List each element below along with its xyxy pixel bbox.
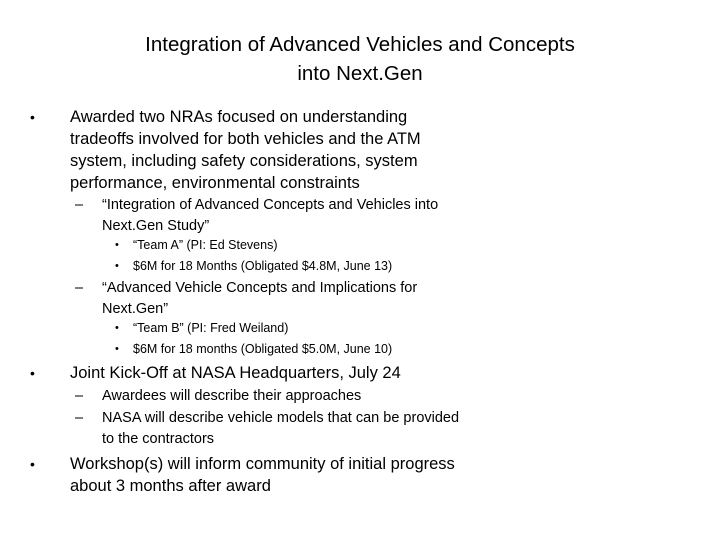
bullet-symbol: •	[30, 109, 35, 125]
sub-bullet-text-line: Next.Gen Study”	[102, 218, 210, 234]
sub-sub-bullet-text: $6M for 18 months (Obligated $5.0M, June 10)	[133, 342, 393, 356]
sub-bullet-symbol: •	[115, 322, 119, 334]
sub-bullet-text-line: “Integration of Advanced Concepts and Vehicles into	[102, 197, 439, 213]
sub-sub-bullet-item	[115, 339, 393, 359]
sub-sub-bullet-text: “Team A” (PI: Ed Stevens)	[133, 238, 278, 252]
sub-bullet-symbol: •	[115, 343, 119, 355]
sub-sub-bullet-text: $6M for 18 Months (Obligated $4.8M, June 13)	[133, 259, 393, 273]
sub-sub-bullet-item	[115, 318, 289, 338]
sub-bullet-item	[75, 195, 439, 237]
sub-bullet-text-line: “Advanced Vehicle Concepts and Implications for	[102, 280, 418, 296]
bullet-text-line: Joint Kick-Off at NASA Headquarters, July 24	[70, 364, 401, 382]
bullet-item	[30, 362, 401, 384]
sub-bullet-item	[75, 278, 418, 320]
bullet-text-line: Awarded two NRAs focused on understanding	[70, 108, 408, 126]
bullet-symbol: •	[30, 456, 35, 472]
sub-sub-bullet-text: “Team B” (PI: Fred Weiland)	[133, 321, 289, 335]
title-line: into Next.Gen	[297, 62, 423, 85]
bullet-symbol: •	[30, 365, 35, 381]
sub-bullet-text-line: NASA will describe vehicle models that can be provided	[102, 410, 460, 426]
sub-bullet-text-line: Next.Gen”	[102, 301, 169, 317]
bullet-text-line: tradeoffs involved for both vehicles and the ATM	[70, 130, 421, 148]
sub-sub-bullet-item	[115, 235, 278, 255]
sub-bullet-symbol: •	[115, 239, 119, 251]
title-line: Integration of Advanced Vehicles and Concepts	[145, 33, 575, 56]
sub-sub-bullet-item	[115, 256, 393, 276]
sub-bullet-text-line: to the contractors	[102, 431, 215, 447]
dash-symbol: –	[75, 410, 84, 426]
sub-bullet-item	[75, 386, 362, 407]
dash-symbol: –	[75, 197, 84, 213]
sub-bullet-text-line: Awardees will describe their approaches	[102, 388, 362, 404]
bullet-text-line: performance, environmental constraints	[70, 174, 360, 192]
sub-bullet-symbol: •	[115, 260, 119, 272]
bullet-text-line: system, including safety considerations, system	[70, 152, 418, 170]
bullet-text-line: about 3 months after award	[70, 477, 271, 495]
dash-symbol: –	[75, 388, 84, 404]
dash-symbol: –	[75, 280, 84, 296]
bullet-item	[30, 453, 455, 497]
sub-bullet-item	[75, 408, 460, 450]
slide-title	[40, 30, 680, 88]
bullet-text-line: Workshop(s) will inform community of initial progress	[70, 455, 455, 473]
bullet-item	[30, 106, 421, 194]
